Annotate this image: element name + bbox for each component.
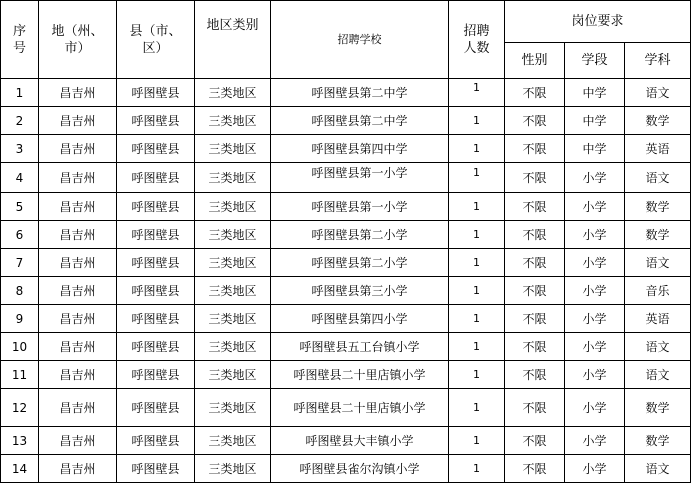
prefecture-cell: 昌吉州 [39,221,117,249]
seq-cell: 5 [1,193,39,221]
county-cell: 呼图壁县 [117,277,195,305]
header-subject: 学科 [625,43,691,79]
prefecture-cell: 昌吉州 [39,277,117,305]
region-type-cell: 三类地区 [195,427,271,455]
region-type-cell: 三类地区 [195,135,271,163]
county-cell: 呼图壁县 [117,163,195,193]
region-type-cell: 三类地区 [195,333,271,361]
seq-cell: 14 [1,455,39,483]
table-row [1,455,691,483]
region-type-cell: 三类地区 [195,221,271,249]
level-cell: 小学 [565,163,625,193]
level-cell: 小学 [565,333,625,361]
prefecture-cell: 昌吉州 [39,163,117,193]
seq-cell: 3 [1,135,39,163]
header-gender: 性别 [505,43,565,79]
gender-cell: 不限 [505,249,565,277]
level-cell: 中学 [565,107,625,135]
level-cell: 小学 [565,249,625,277]
table-row [1,79,691,107]
region-type-cell: 三类地区 [195,361,271,389]
count-cell: 1 [449,427,505,455]
county-cell: 呼图壁县 [117,333,195,361]
header-requirements: 岗位要求 [505,1,691,43]
header-prefecture: 地（州、市） [39,1,117,79]
region-type-cell: 三类地区 [195,79,271,107]
level-cell: 中学 [565,79,625,107]
table-row [1,249,691,277]
county-cell: 呼图壁县 [117,427,195,455]
subject-cell: 数学 [625,107,691,135]
county-cell: 呼图壁县 [117,361,195,389]
table-row [1,305,691,333]
level-cell: 小学 [565,193,625,221]
subject-cell: 英语 [625,305,691,333]
gender-cell: 不限 [505,305,565,333]
count-cell: 1 [449,305,505,333]
level-cell: 小学 [565,389,625,427]
gender-cell: 不限 [505,221,565,249]
region-type-cell: 三类地区 [195,455,271,483]
prefecture-cell: 昌吉州 [39,389,117,427]
subject-cell: 语文 [625,455,691,483]
school-cell: 呼图壁县二十里店镇小学 [271,361,449,389]
prefecture-cell: 昌吉州 [39,135,117,163]
gender-cell: 不限 [505,107,565,135]
subject-cell: 音乐 [625,277,691,305]
county-cell: 呼图壁县 [117,455,195,483]
header-level: 学段 [565,43,625,79]
level-cell: 小学 [565,455,625,483]
school-cell: 呼图壁县第一小学 [271,158,449,188]
table-row [1,193,691,221]
table-row [1,277,691,305]
prefecture-cell: 昌吉州 [39,333,117,361]
region-type-cell: 三类地区 [195,389,271,427]
count-cell: 1 [449,107,505,135]
count-cell: 1 [449,158,505,188]
county-cell: 呼图壁县 [117,193,195,221]
header-count: 招聘人数 [449,1,505,79]
seq-cell: 11 [1,361,39,389]
region-type-cell: 三类地区 [195,277,271,305]
gender-cell: 不限 [505,389,565,427]
gender-cell: 不限 [505,455,565,483]
county-cell: 呼图壁县 [117,135,195,163]
subject-cell: 语文 [625,163,691,193]
table-row [1,221,691,249]
gender-cell: 不限 [505,361,565,389]
gender-cell: 不限 [505,277,565,305]
header-seq: 序号 [1,1,39,79]
header-school: 招聘学校 [271,1,449,79]
seq-cell: 9 [1,305,39,333]
region-type-cell: 三类地区 [195,305,271,333]
level-cell: 小学 [565,427,625,455]
school-cell: 呼图壁县第三小学 [271,277,449,305]
school-cell: 呼图壁县第二中学 [271,107,449,135]
school-cell: 呼图壁县第二小学 [271,221,449,249]
county-cell: 呼图壁县 [117,221,195,249]
prefecture-cell: 昌吉州 [39,107,117,135]
count-cell: 1 [449,333,505,361]
county-cell: 呼图壁县 [117,305,195,333]
school-cell: 呼图壁县二十里店镇小学 [271,389,449,427]
subject-cell: 数学 [625,193,691,221]
level-cell: 中学 [565,135,625,163]
seq-cell: 12 [1,389,39,427]
seq-cell: 8 [1,277,39,305]
gender-cell: 不限 [505,79,565,107]
gender-cell: 不限 [505,193,565,221]
school-cell: 呼图壁县大丰镇小学 [271,427,449,455]
gender-cell: 不限 [505,135,565,163]
prefecture-cell: 昌吉州 [39,427,117,455]
region-type-cell: 三类地区 [195,107,271,135]
seq-cell: 13 [1,427,39,455]
school-cell: 呼图壁县第四小学 [271,305,449,333]
subject-cell: 语文 [625,79,691,107]
school-cell: 呼图壁县雀尔沟镇小学 [271,455,449,483]
gender-cell: 不限 [505,163,565,193]
level-cell: 小学 [565,221,625,249]
table-row [1,389,691,427]
prefecture-cell: 昌吉州 [39,455,117,483]
gender-cell: 不限 [505,427,565,455]
school-cell: 呼图壁县五工台镇小学 [271,333,449,361]
table-row [1,361,691,389]
region-type-cell: 三类地区 [195,193,271,221]
level-cell: 小学 [565,305,625,333]
school-cell: 呼图壁县第二中学 [271,79,449,107]
subject-cell: 数学 [625,389,691,427]
school-cell: 呼图壁县第二小学 [271,249,449,277]
count-cell: 1 [449,455,505,483]
seq-cell: 2 [1,107,39,135]
subject-cell: 语文 [625,249,691,277]
county-cell: 呼图壁县 [117,107,195,135]
seq-cell: 10 [1,333,39,361]
prefecture-cell: 昌吉州 [39,79,117,107]
subject-cell: 数学 [625,427,691,455]
prefecture-cell: 昌吉州 [39,249,117,277]
seq-cell: 1 [1,79,39,107]
seq-cell: 4 [1,163,39,193]
header-region-type [195,1,271,79]
school-cell: 呼图壁县第一小学 [271,193,449,221]
subject-cell: 语文 [625,333,691,361]
count-cell: 1 [449,277,505,305]
region-type-cell: 三类地区 [195,163,271,193]
count-cell: 1 [449,74,505,102]
prefecture-cell: 昌吉州 [39,361,117,389]
prefecture-cell: 昌吉州 [39,305,117,333]
subject-cell: 英语 [625,135,691,163]
count-cell: 1 [449,221,505,249]
table-row [1,427,691,455]
subject-cell: 数学 [625,221,691,249]
level-cell: 小学 [565,277,625,305]
table-row [1,333,691,361]
count-cell: 1 [449,135,505,163]
level-cell: 小学 [565,361,625,389]
header-region-type-label: 地区类别 [206,18,259,33]
table-row [1,107,691,135]
gender-cell: 不限 [505,333,565,361]
table-row [1,163,691,193]
count-cell: 1 [449,361,505,389]
seq-cell: 6 [1,221,39,249]
county-cell: 呼图壁县 [117,79,195,107]
school-cell: 呼图壁县第四中学 [271,135,449,163]
region-type-cell: 三类地区 [195,249,271,277]
prefecture-cell: 昌吉州 [39,193,117,221]
seq-cell: 7 [1,249,39,277]
header-county: 县（市、区） [117,1,195,79]
county-cell: 呼图壁县 [117,389,195,427]
count-cell: 1 [449,389,505,427]
count-cell: 1 [449,249,505,277]
county-cell: 呼图壁县 [117,249,195,277]
subject-cell: 语文 [625,361,691,389]
count-cell: 1 [449,193,505,221]
